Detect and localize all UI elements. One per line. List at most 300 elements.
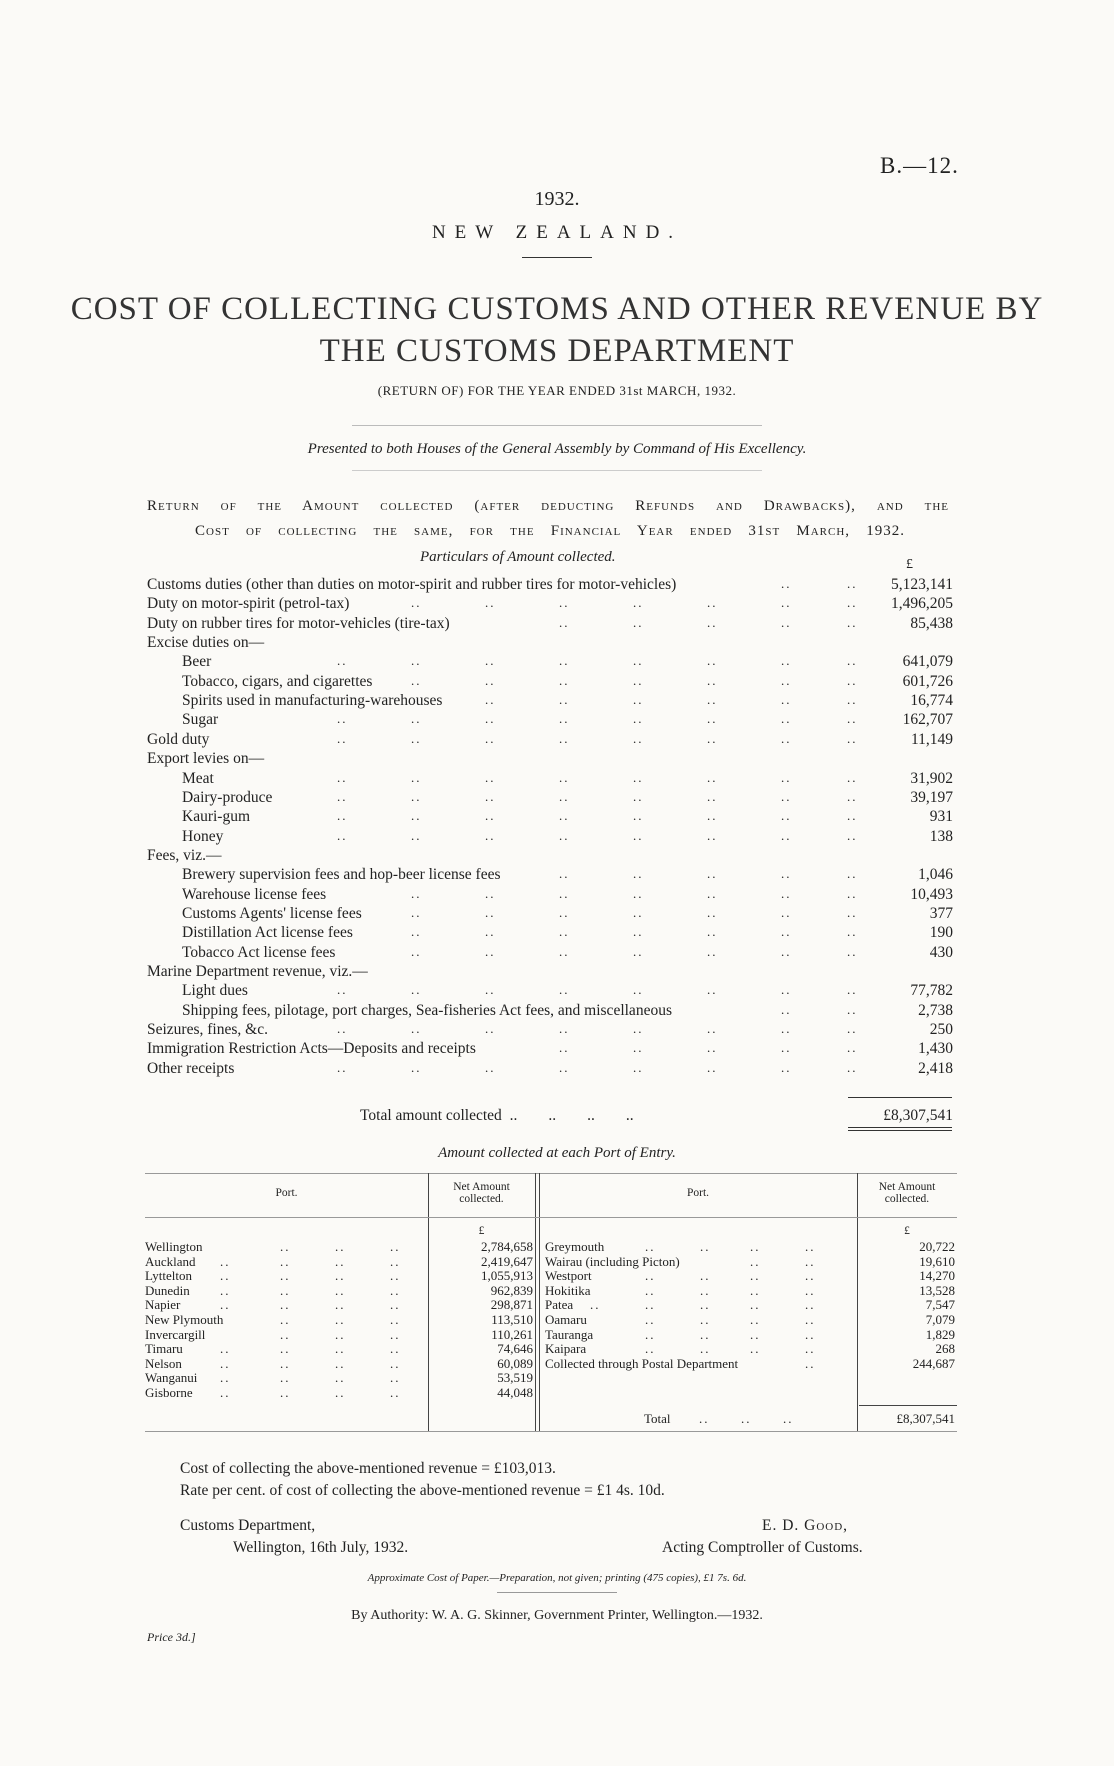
leader-dots: ..	[700, 1297, 711, 1313]
port-name: Wellington	[145, 1239, 203, 1254]
leader-dots: ..	[805, 1355, 816, 1371]
leader-dots: ..	[847, 866, 858, 882]
revenue-line	[147, 770, 953, 789]
leader-dots: ..	[411, 711, 422, 727]
leader-dots: ..	[559, 982, 570, 998]
revenue-line-amount: 11,149	[910, 730, 953, 748]
presented-line: Presented to both Houses of the General Assembly by Command of His Excellency.	[307, 441, 807, 457]
signatory: E. D. Good,	[762, 1517, 849, 1534]
leader-dots: ..	[700, 1239, 711, 1254]
leader-dots: ..	[280, 1239, 291, 1254]
leader-dots: ..	[337, 1059, 348, 1075]
leader-dots: ..	[633, 885, 644, 901]
leader-dots: ..	[707, 692, 718, 708]
leader-dots: ..	[750, 1297, 761, 1313]
leader-dots: ..	[707, 672, 718, 688]
revenue-line	[147, 615, 953, 634]
leader-dots: ..	[559, 827, 570, 843]
leader-dots: ..	[390, 1239, 401, 1254]
signatory-title: Acting Comptroller of Customs.	[662, 1539, 863, 1556]
currency-symbol: £	[906, 557, 913, 572]
revenue-line-label: Export levies on—	[147, 750, 265, 768]
leader-dots: ..	[633, 904, 644, 920]
leader-dots: ..	[559, 1021, 570, 1037]
leader-dots: ..	[485, 1059, 496, 1075]
leader-dots: ..	[700, 1282, 711, 1298]
port-amount: 2,784,658	[481, 1239, 533, 1254]
leader-dots: ..	[633, 692, 644, 708]
port-row	[145, 1327, 957, 1343]
revenue-line	[147, 808, 953, 827]
leader-dots: ..	[390, 1282, 401, 1298]
leader-dots: ..	[559, 614, 570, 630]
leader-dots: ..	[559, 866, 570, 882]
divider	[848, 1127, 952, 1128]
leader-dots: ..	[847, 653, 858, 669]
leader-dots: ..	[337, 982, 348, 998]
leader-dots: ..	[781, 614, 792, 630]
leader-dots: ..	[847, 595, 858, 611]
leader-dots: ..	[335, 1355, 346, 1371]
leader-dots: ..	[485, 730, 496, 746]
page-title	[0, 288, 1114, 372]
leader-dots: ..	[280, 1282, 291, 1298]
leader-dots: ..	[707, 1021, 718, 1037]
leader-dots: ..	[633, 808, 644, 824]
leader-dots: ..	[559, 943, 570, 959]
revenue-line	[147, 905, 953, 924]
revenue-line-amount: 10,493	[910, 885, 953, 903]
leader-dots: ..	[335, 1370, 346, 1386]
leader-dots: ..	[707, 711, 718, 727]
leader-dots: ..	[645, 1341, 656, 1357]
port-amount: 14,270	[919, 1268, 955, 1284]
leader-dots: ..	[485, 595, 496, 611]
currency-symbol: £	[904, 1225, 910, 1237]
total-label: Total amount collected .. .. .. ..	[360, 1107, 634, 1124]
port-row	[145, 1268, 957, 1284]
leader-dots: ..	[485, 924, 496, 940]
revenue-line-label: Sugar	[182, 711, 219, 729]
leader-dots: ..	[559, 904, 570, 920]
revenue-line	[147, 731, 953, 750]
port-name: Auckland	[145, 1253, 196, 1269]
port-name: Patea	[545, 1297, 574, 1313]
leader-dots: ..	[633, 711, 644, 727]
leader-dots: ..	[220, 1282, 231, 1298]
leader-dots: ..	[707, 614, 718, 630]
leader-dots: ..	[411, 808, 422, 824]
leader-dots: ..	[485, 982, 496, 998]
total-amount: £8,307,541	[883, 1107, 953, 1124]
leader-dots: ..	[485, 788, 496, 804]
leader-dots: ..	[337, 827, 348, 843]
leader-dots: ..	[411, 1059, 422, 1075]
intro-line-2: Cost of collecting the same, for the Financial Year ended 31st March, 1932.	[195, 523, 905, 539]
leader-dots: ..	[390, 1312, 401, 1327]
revenue-line-amount: 16,774	[910, 692, 953, 710]
document-reference: B.—12.	[880, 153, 959, 178]
leader-dots: ..	[781, 943, 792, 959]
port-name: Hokitika	[545, 1282, 591, 1298]
leader-dots: ..	[335, 1239, 346, 1254]
revenue-line-label: Honey	[182, 827, 224, 845]
leader-dots: ..	[220, 1355, 231, 1371]
leader-dots: ..	[707, 866, 718, 882]
leader-dots: ..	[559, 885, 570, 901]
revenue-line	[147, 1021, 953, 1040]
column-header-amount: Net Amount collected.	[453, 1181, 510, 1205]
leader-dots: ..	[707, 769, 718, 785]
leader-dots: ..	[781, 1059, 792, 1075]
leader-dots: ..	[559, 653, 570, 669]
port-amount: 74,646	[497, 1341, 533, 1357]
leader-dots: ..	[750, 1268, 761, 1284]
leader-dots: ..	[335, 1268, 346, 1284]
paper-cost: Approximate Cost of Paper.—Preparation, not given; printing (475 copies), £1 7s. 6d.	[367, 1572, 747, 1584]
revenue-line-label: Brewery supervision fees and hop-beer license fees	[182, 866, 501, 884]
leader-dots: ..	[559, 692, 570, 708]
port-name: Oamaru	[545, 1312, 587, 1327]
leader-dots: ..	[633, 653, 644, 669]
leader-dots: ..	[847, 1059, 858, 1075]
leader-dots: ..	[645, 1268, 656, 1284]
leader-dots: ..	[335, 1385, 346, 1400]
leader-dots: ..	[411, 1021, 422, 1037]
port-row	[145, 1312, 957, 1328]
leader-dots: ..	[750, 1312, 761, 1327]
leader-dots: ..	[645, 1326, 656, 1342]
port-amount: 60,089	[497, 1355, 533, 1371]
table-rule	[145, 1217, 957, 1218]
revenue-line-label: Duty on motor-spirit (petrol-tax)	[147, 595, 350, 613]
ports-total-amount-cell	[857, 1411, 957, 1427]
leader-dots: ..	[390, 1297, 401, 1313]
leader-dots: ..	[700, 1312, 711, 1327]
leader-dots: ..	[805, 1297, 816, 1313]
divider	[352, 425, 762, 426]
leader-dots: ..	[781, 866, 792, 882]
leader-dots: ..	[559, 1040, 570, 1056]
port-amount: 962,839	[490, 1282, 533, 1298]
port-name: Timaru	[145, 1341, 183, 1357]
leader-dots: ..	[707, 730, 718, 746]
ports-total-row	[539, 1411, 857, 1427]
leader-dots: ..	[847, 904, 858, 920]
revenue-line	[147, 1002, 953, 1021]
leader-dots: ..	[559, 1059, 570, 1075]
leader-dots: ..	[337, 769, 348, 785]
leader-dots: ..	[337, 788, 348, 804]
revenue-line	[147, 847, 953, 866]
leader-dots: ..	[220, 1341, 231, 1357]
leader-dots: ..	[220, 1253, 231, 1269]
leader-dots: ..	[707, 827, 718, 843]
leader-dots: ..	[781, 730, 792, 746]
leader-dots: ..	[805, 1268, 816, 1284]
port-amount: 110,261	[491, 1326, 533, 1342]
ports-heading: Amount collected at each Port of Entry.	[438, 1145, 676, 1161]
revenue-line-label: Duty on rubber tires for motor-vehicles (tire-tax)	[147, 614, 450, 632]
revenue-line-label: Light dues	[182, 982, 248, 1000]
leader-dots: ..	[633, 1040, 644, 1056]
revenue-line-label: Tobacco, cigars, and cigarettes	[182, 672, 373, 690]
port-name: Tauranga	[545, 1326, 594, 1342]
port-amount: 53,519	[497, 1370, 533, 1386]
leader-dots: ..	[847, 1040, 858, 1056]
leader-dots: ..	[847, 711, 858, 727]
leader-dots: ..	[781, 1040, 792, 1056]
divider	[848, 1130, 952, 1131]
leader-dots: ..	[781, 1001, 792, 1017]
leader-dots: ..	[485, 827, 496, 843]
divider	[522, 257, 592, 258]
leader-dots: ..	[781, 576, 792, 591]
leader-dots: ..	[781, 769, 792, 785]
leader-dots: ..	[847, 769, 858, 785]
leader-dots: ..	[559, 924, 570, 940]
leader-dots: ..	[847, 730, 858, 746]
leader-dots: ..	[750, 1326, 761, 1342]
leader-dots: ..	[707, 1040, 718, 1056]
currency-symbol: £	[478, 1225, 485, 1237]
revenue-line-amount: 31,902	[910, 769, 953, 787]
authority-line: By Authority: W. A. G. Skinner, Government Printer, Wellington.—1932.	[351, 1608, 763, 1623]
port-amount: 13,528	[919, 1282, 955, 1298]
port-amount: 7,079	[925, 1312, 955, 1327]
leader-dots: ..	[750, 1282, 761, 1298]
port-amount: 20,722	[919, 1239, 955, 1254]
port-row	[145, 1341, 957, 1357]
port-name: Napier	[145, 1297, 181, 1313]
revenue-line-amount: 190	[929, 924, 953, 942]
leader-dots: ..	[847, 788, 858, 804]
leader-dots: ..	[390, 1370, 401, 1386]
leader-dots: ..	[781, 595, 792, 611]
revenue-line-amount: 601,726	[902, 672, 953, 690]
title-line-2: THE CUSTOMS DEPARTMENT	[319, 333, 795, 369]
leader-dots: ..	[633, 827, 644, 843]
revenue-line-label: Meat	[182, 769, 214, 787]
table-rule	[859, 1405, 957, 1406]
leader-dots: ..	[280, 1355, 291, 1371]
leader-dots: ..	[485, 904, 496, 920]
leader-dots: ..	[805, 1341, 816, 1357]
leader-dots: ..	[337, 1021, 348, 1037]
revenue-line	[147, 924, 953, 943]
leader-dots: ..	[645, 1312, 656, 1327]
leader-dots: ..	[700, 1268, 711, 1284]
leader-dots: ..	[485, 943, 496, 959]
revenue-line-label: Marine Department revenue, viz.—	[147, 963, 368, 980]
leader-dots: ..	[847, 924, 858, 940]
title-line-1: COST OF COLLECTING CUSTOMS AND OTHER REVENUE BY	[70, 291, 1044, 327]
revenue-line-label: Dairy-produce	[182, 788, 273, 806]
leader-dots: ..	[700, 1341, 711, 1357]
leader-dots: ..	[781, 924, 792, 940]
port-name: Nelson	[145, 1355, 182, 1371]
leader-dots: ..	[390, 1385, 401, 1400]
revenue-line-label: Customs Agents' license fees	[182, 904, 362, 922]
revenue-line	[147, 673, 953, 692]
leader-dots: ..	[633, 1021, 644, 1037]
leader-dots: ..	[411, 653, 422, 669]
revenue-line-label: Shipping fees, pilotage, port charges, Sea-fisheries Act fees, and miscellaneous	[182, 1001, 672, 1019]
revenue-line	[147, 595, 953, 614]
leader-dots: ..	[645, 1282, 656, 1298]
port-amount: 44,048	[497, 1385, 533, 1400]
leader-dots: ..	[590, 1297, 601, 1313]
revenue-line-amount: 138	[929, 827, 953, 845]
leader-dots: ..	[220, 1268, 231, 1284]
leader-dots: ..	[280, 1370, 291, 1386]
port-amount: 2,419,647	[481, 1253, 533, 1269]
leader-dots: ..	[633, 595, 644, 611]
leader-dots: ..	[633, 982, 644, 998]
leader-dots: ..	[781, 692, 792, 708]
leader-dots: ..	[781, 904, 792, 920]
leader-dots: ..	[781, 885, 792, 901]
revenue-line-amount: 1,430	[918, 1040, 953, 1058]
leader-dots: ..	[335, 1312, 346, 1327]
divider	[352, 470, 762, 471]
leader-dots: ..	[411, 788, 422, 804]
leader-dots: ..	[337, 711, 348, 727]
leader-dots: ..	[390, 1326, 401, 1342]
leader-dots: ..	[847, 808, 858, 824]
port-row	[145, 1254, 957, 1270]
leader-dots: ..	[411, 885, 422, 901]
leader-dots: ..	[485, 672, 496, 688]
revenue-line-label: Seizures, fines, &c.	[147, 1021, 268, 1039]
leader-dots: ..	[220, 1370, 231, 1386]
port-name: Invercargill	[145, 1326, 206, 1342]
revenue-line	[147, 789, 953, 808]
port-amount: 298,871	[490, 1297, 533, 1313]
revenue-line-amount: 430	[929, 943, 953, 961]
leader-dots: ..	[750, 1253, 761, 1269]
leader-dots: ..	[707, 653, 718, 669]
leader-dots: ..	[781, 982, 792, 998]
leader-dots: ..	[220, 1297, 231, 1313]
revenue-line-amount: 641,079	[902, 653, 953, 671]
revenue-line-label: Tobacco Act license fees	[182, 943, 336, 961]
port-name: Lyttelton	[145, 1268, 192, 1284]
port-amount: 7,547	[925, 1297, 955, 1313]
revenue-line-label: Gold duty	[147, 730, 210, 748]
leader-dots: ..	[805, 1239, 816, 1254]
leader-dots: ..	[847, 576, 858, 591]
leader-dots: ..	[707, 885, 718, 901]
leader-dots: ..	[337, 653, 348, 669]
leader-dots: ..	[847, 692, 858, 708]
port-name: New Plymouth	[145, 1312, 224, 1327]
leader-dots: ..	[633, 614, 644, 630]
particulars-heading: Particulars of Amount collected.	[420, 549, 616, 565]
revenue-line-amount: 2,738	[918, 1001, 953, 1019]
leader-dots: ..	[633, 1059, 644, 1075]
leader-dots: ..	[781, 788, 792, 804]
leader-dots: ..	[485, 653, 496, 669]
leader-dots: ..	[750, 1239, 761, 1254]
leader-dots: ..	[220, 1385, 231, 1400]
ports-total-label: Total	[644, 1411, 671, 1426]
leader-dots: ..	[847, 672, 858, 688]
revenue-line-label: Kauri-gum	[182, 808, 251, 826]
leader-dots: ..	[559, 711, 570, 727]
revenue-line	[147, 828, 953, 847]
leader-dots: ..	[559, 730, 570, 746]
port-row	[145, 1283, 957, 1299]
rate-line: Rate per cent. of cost of collecting the above-mentioned revenue = £1 4s. 10d.	[180, 1482, 665, 1499]
country-heading: NEW ZEALAND.	[431, 222, 683, 243]
revenue-line-amount: 931	[929, 808, 953, 826]
port-amount: 1,055,913	[481, 1268, 533, 1284]
port-amount: 268	[935, 1341, 955, 1357]
leader-dots: ..	[411, 595, 422, 611]
leader-dots: ..	[337, 808, 348, 824]
leader-dots: ..	[411, 730, 422, 746]
port-row	[145, 1385, 957, 1401]
leader-dots: ..	[781, 827, 792, 843]
leader-dots: ..	[633, 672, 644, 688]
revenue-line-amount: 1,046	[918, 866, 953, 884]
leader-dots: ..	[411, 904, 422, 920]
leader-dots: ..	[390, 1355, 401, 1371]
column-header-amount: Net Amount collected.	[878, 1181, 936, 1205]
port-row	[145, 1356, 957, 1372]
leader-dots: ..	[781, 672, 792, 688]
revenue-line-amount: 77,782	[910, 982, 953, 1000]
port-amount: 113,510	[491, 1312, 533, 1327]
leader-dots: ..	[280, 1268, 291, 1284]
leader-dots: ..	[707, 924, 718, 940]
leader-dots: ..	[707, 595, 718, 611]
port-row	[145, 1297, 957, 1313]
revenue-line-amount: 250	[929, 1021, 953, 1039]
leader-dots: ..	[633, 943, 644, 959]
leader-dots: ..	[633, 769, 644, 785]
ports-total-amount: £8,307,541	[896, 1411, 955, 1426]
leader-dots: ..	[411, 924, 422, 940]
revenue-line-amount: 162,707	[902, 711, 953, 729]
column-header-port: Port.	[686, 1187, 710, 1199]
leader-dots: ..	[707, 788, 718, 804]
port-amount: 244,687	[912, 1355, 955, 1371]
revenue-line	[147, 653, 953, 672]
department: Customs Department,	[180, 1517, 316, 1534]
port-name: Dunedin	[145, 1282, 190, 1298]
leader-dots: ..	[781, 653, 792, 669]
table-rule	[145, 1173, 957, 1174]
revenue-line-amount: 377	[929, 904, 953, 922]
leader-dots: ..	[633, 788, 644, 804]
leader-dots: ..	[559, 672, 570, 688]
port-name: Collected through Postal Department	[545, 1355, 739, 1371]
port-row	[145, 1370, 957, 1386]
leader-dots: ..	[390, 1268, 401, 1284]
revenue-line-amount: 85,438	[910, 614, 953, 632]
revenue-line	[147, 1060, 953, 1079]
leader-dots: ..	[645, 1297, 656, 1313]
revenue-line	[147, 944, 953, 963]
revenue-line	[147, 692, 953, 711]
leader-dots: ..	[707, 904, 718, 920]
revenue-line	[147, 866, 953, 885]
revenue-line-amount: 1,496,205	[891, 595, 953, 613]
revenue-line-label: Immigration Restriction Acts—Deposits and receipts	[147, 1040, 476, 1058]
revenue-line	[147, 1040, 953, 1059]
